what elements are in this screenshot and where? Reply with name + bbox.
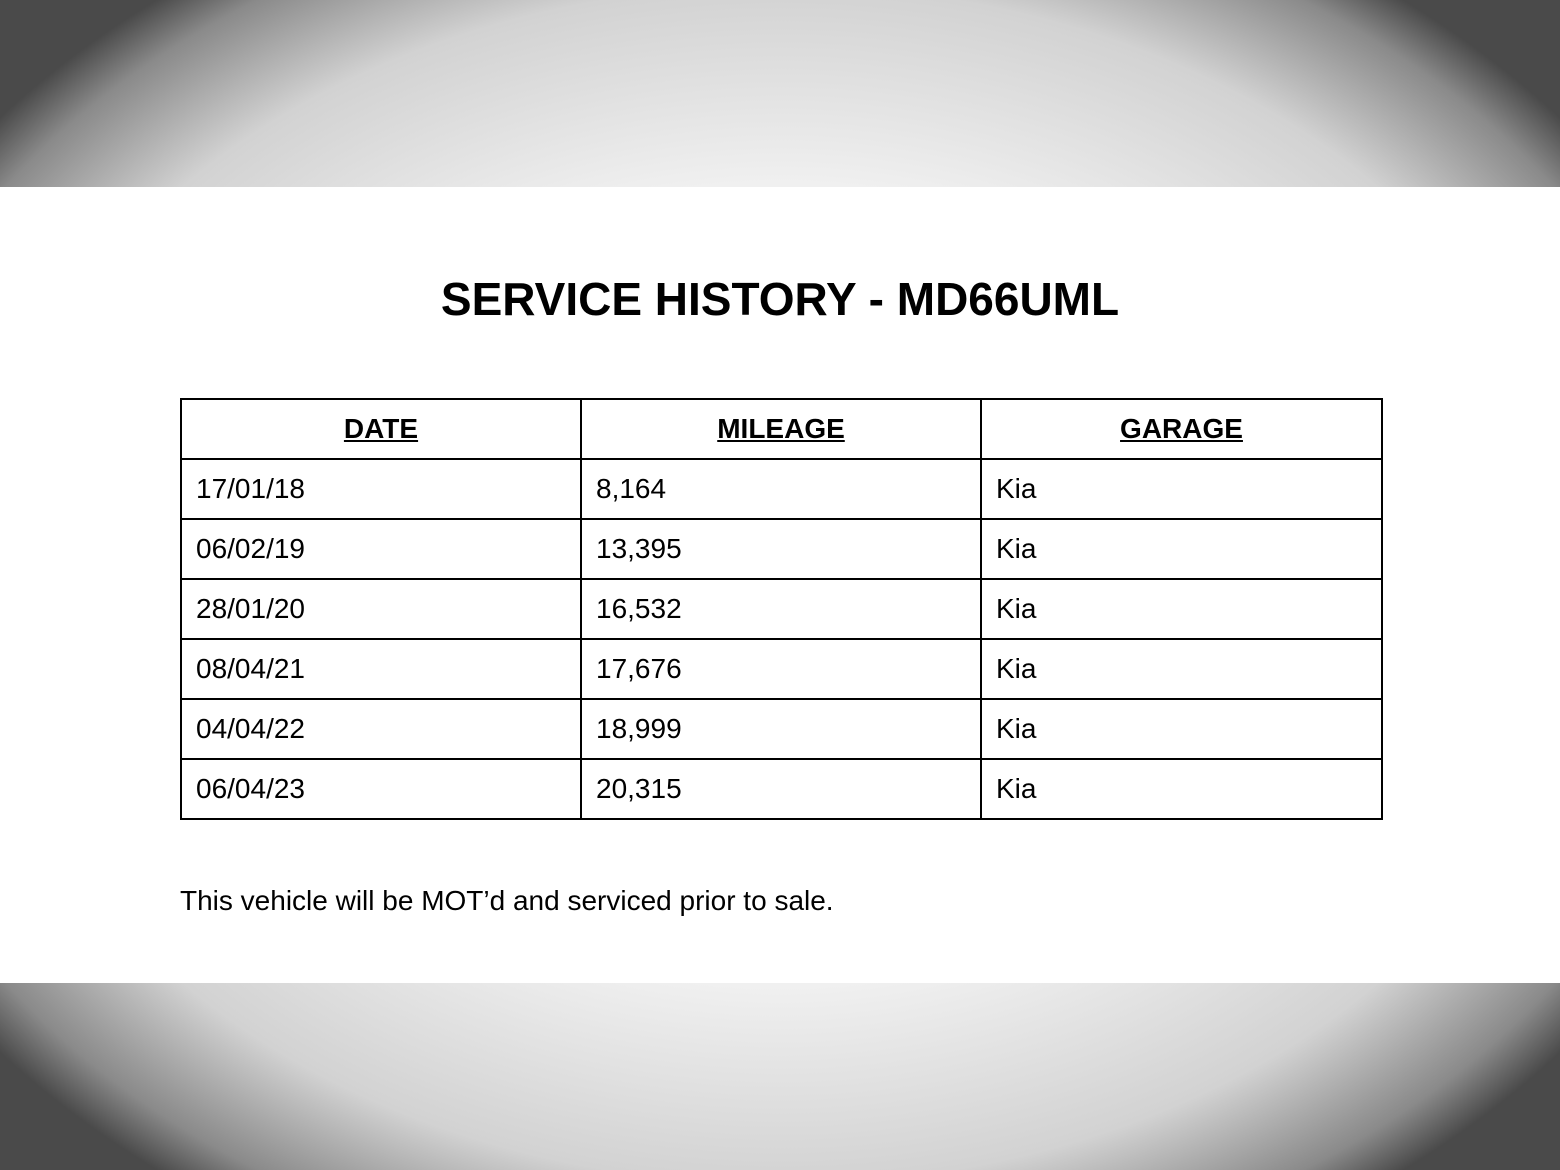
cell-date: 06/04/23	[181, 759, 581, 819]
cell-mileage: 13,395	[581, 519, 981, 579]
cell-garage: Kia	[981, 759, 1382, 819]
cell-mileage: 20,315	[581, 759, 981, 819]
column-header-garage: GARAGE	[981, 399, 1382, 459]
vignette-top	[0, 0, 1560, 187]
page-title: SERVICE HISTORY - MD66UML	[440, 273, 1120, 325]
table-row	[181, 519, 1382, 579]
vignette-bottom	[0, 983, 1560, 1170]
sale-note: This vehicle will be MOT’d and serviced prior to sale.	[180, 885, 834, 916]
cell-garage: Kia	[981, 639, 1382, 699]
column-header-mileage: MILEAGE	[581, 399, 981, 459]
cell-mileage: 16,532	[581, 579, 981, 639]
table-row	[181, 639, 1382, 699]
cell-garage: Kia	[981, 579, 1382, 639]
cell-garage: Kia	[981, 519, 1382, 579]
table-row	[181, 459, 1382, 519]
cell-date: 06/02/19	[181, 519, 581, 579]
cell-date: 04/04/22	[181, 699, 581, 759]
table-row	[181, 699, 1382, 759]
table-header-row	[181, 399, 1382, 459]
service-history-table	[180, 398, 1383, 820]
cell-date: 28/01/20	[181, 579, 581, 639]
cell-date: 17/01/18	[181, 459, 581, 519]
cell-mileage: 17,676	[581, 639, 981, 699]
cell-garage: Kia	[981, 699, 1382, 759]
column-header-date: DATE	[181, 399, 581, 459]
table-row	[181, 579, 1382, 639]
table-row	[181, 759, 1382, 819]
cell-mileage: 8,164	[581, 459, 981, 519]
cell-garage: Kia	[981, 459, 1382, 519]
cell-date: 08/04/21	[181, 639, 581, 699]
document-page	[0, 187, 1560, 983]
cell-mileage: 18,999	[581, 699, 981, 759]
